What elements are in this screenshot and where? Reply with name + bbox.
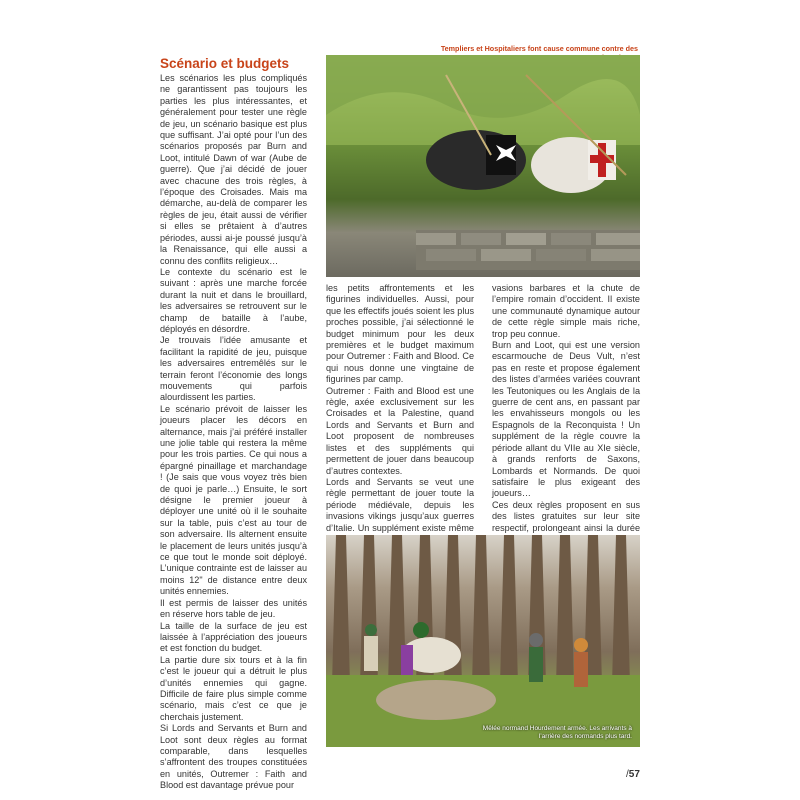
paragraph: Les scénarios les plus compliqués ne garantissent pas toujours les parties les plus intéressantes, et généralement pour tester une règle de jeu, un scénario basique est plus que suffisant. J’ai opté pour l’un des scénarios proposés par Burn and Loot, intitulé Dawn of war (Aube de guerre). Que j’ai décidé de jouer avec chacune des trois règles, à l’époque des Croisades. Mais ma démarche, au-delà de comparer les règles de jeu, était aussi de vérifier si elles se prêtaient à d’autres périodes, aussi ai-je poussé jusqu’à la Renaissance, qui elle aussi a connu des conflits religieux… <box>160 73 307 266</box>
photo-melee <box>326 535 640 747</box>
paragraph: Ces deux règles proposent en sus des listes gratuites sur leur site respectif, prolongeant ainsi la durée <box>492 499 640 533</box>
paragraph: La partie dure six tours et à la fin c’est le joueur qui a détruit le plus d’unités ennemies qui gagne. Difficile de faire plus simple comme scénario, mais c’est ce que je cherchais justement. <box>160 654 307 722</box>
photo-caption-bottom: Mêlée normand Hourdement armée. Les arrivants à l’arrière des normands plus tard. <box>482 725 632 740</box>
photo-caption-top: Templiers et Hospitaliers font cause commune contre des <box>440 44 638 53</box>
paragraph: Je trouvais l’idée amusante et facilitant la rapidité de jeu, puisque les adversaires entremêlés sur le terrain feront l’économie des longs mouvements qui parfois alourdissent les parties. <box>160 335 307 403</box>
text-column-2 <box>326 283 474 545</box>
paragraph: Burn and Loot, qui est une version escarmouche de Deus Vult, n’est pas en reste et propose également des listes d’armées variées couvrant les Teutoniques ou les Anglais de la guerre de cent ans, en passant par les envahisseurs mongols ou les Espagnols de la Reconquista ! Un supplément de la règle couvre la période allant du VIIe au XIe siècle, à grands renforts de Saxons, Lombards et Normands. De quoi satisfaire le plus exigeant des joueurs… <box>492 340 640 499</box>
paragraph: Outremer : Faith and Blood est une règle, axée exclusivement sur les Croisades et la Palestine, quand Lords and Servants et Burn and Loot proposent de nombreuses listes et des suppléments qui permettent de jouer dans beaucoup d’autres contextes. <box>326 385 474 476</box>
paragraph: Lords and Servants se veut une règle permettant de jouer toute la période médiévale, depuis les invasions vikings jusqu’aux guerres d’Italie. Un supplément existe même <box>326 476 474 533</box>
photo-knights-illustration <box>326 55 640 277</box>
page-number-value: 57 <box>628 769 640 780</box>
paragraph: Il est permis de laisser des unités en réserve hors table de jeu. <box>160 597 307 620</box>
page-number <box>626 769 640 780</box>
section-title: Scénario et budgets <box>160 56 290 71</box>
page-number-prefix: / <box>626 769 629 780</box>
text-column-3 <box>492 283 640 557</box>
paragraph: vasions barbares et la chute de l’empire romain d’occident. Il existe une communauté dynamique autour de cette règle simple mais riche, trop peu connue. <box>492 283 640 339</box>
photo-melee-illustration <box>326 535 640 747</box>
photo-knights <box>326 55 640 277</box>
paragraph: La taille de la surface de jeu est laissée à l’appréciation des joueurs et est fonction du budget. <box>160 620 307 654</box>
paragraph: les petits affrontements et les figurines individuelles. Aussi, pour que les effectifs joués soient les plus proches possible, j’ai sélectionné le budget minimum pour les deux premières et le budget maximum pour Outremer : Faith and Blood. Ce qui nous donne une vingtaine de figurines par camp. <box>326 283 474 385</box>
paragraph: Le contexte du scénario est le suivant : après une marche forcée durant la nuit et dans le brouillard, les adversaires se retrouvent sur le champ de bataille à l’aube, déployés en désordre. <box>160 266 307 334</box>
text-column-1 <box>160 73 307 792</box>
paragraph: Le scénario prévoit de laisser les joueurs placer les décors en alternance, mais j’ai préféré installer une jolie table qui restera la même pour les trois parties. Ce qui nous a épargné pinaillage et marchandage ! (Je sais que vous voyez très bien de quoi je parle…) Ensuite, le sort désigne le premier joueur à déployer une unité où il le souhaite sur la table, puis c’est au tour de son adversaire. Ils alternent ensuite le placement de leurs unités jusqu’à ce que tout le monde soit déployé. L’unique contrainte est de laisser au moins 12" de distance entre deux unités ennemies. <box>160 403 307 597</box>
paragraph: Si Lords and Servants et Burn and Loot sont deux règles au format comparable, dans lesquelles s’affrontent des troupes constituées en unités, Outremer : Faith and Blood est davantage prévue pour <box>160 723 307 791</box>
